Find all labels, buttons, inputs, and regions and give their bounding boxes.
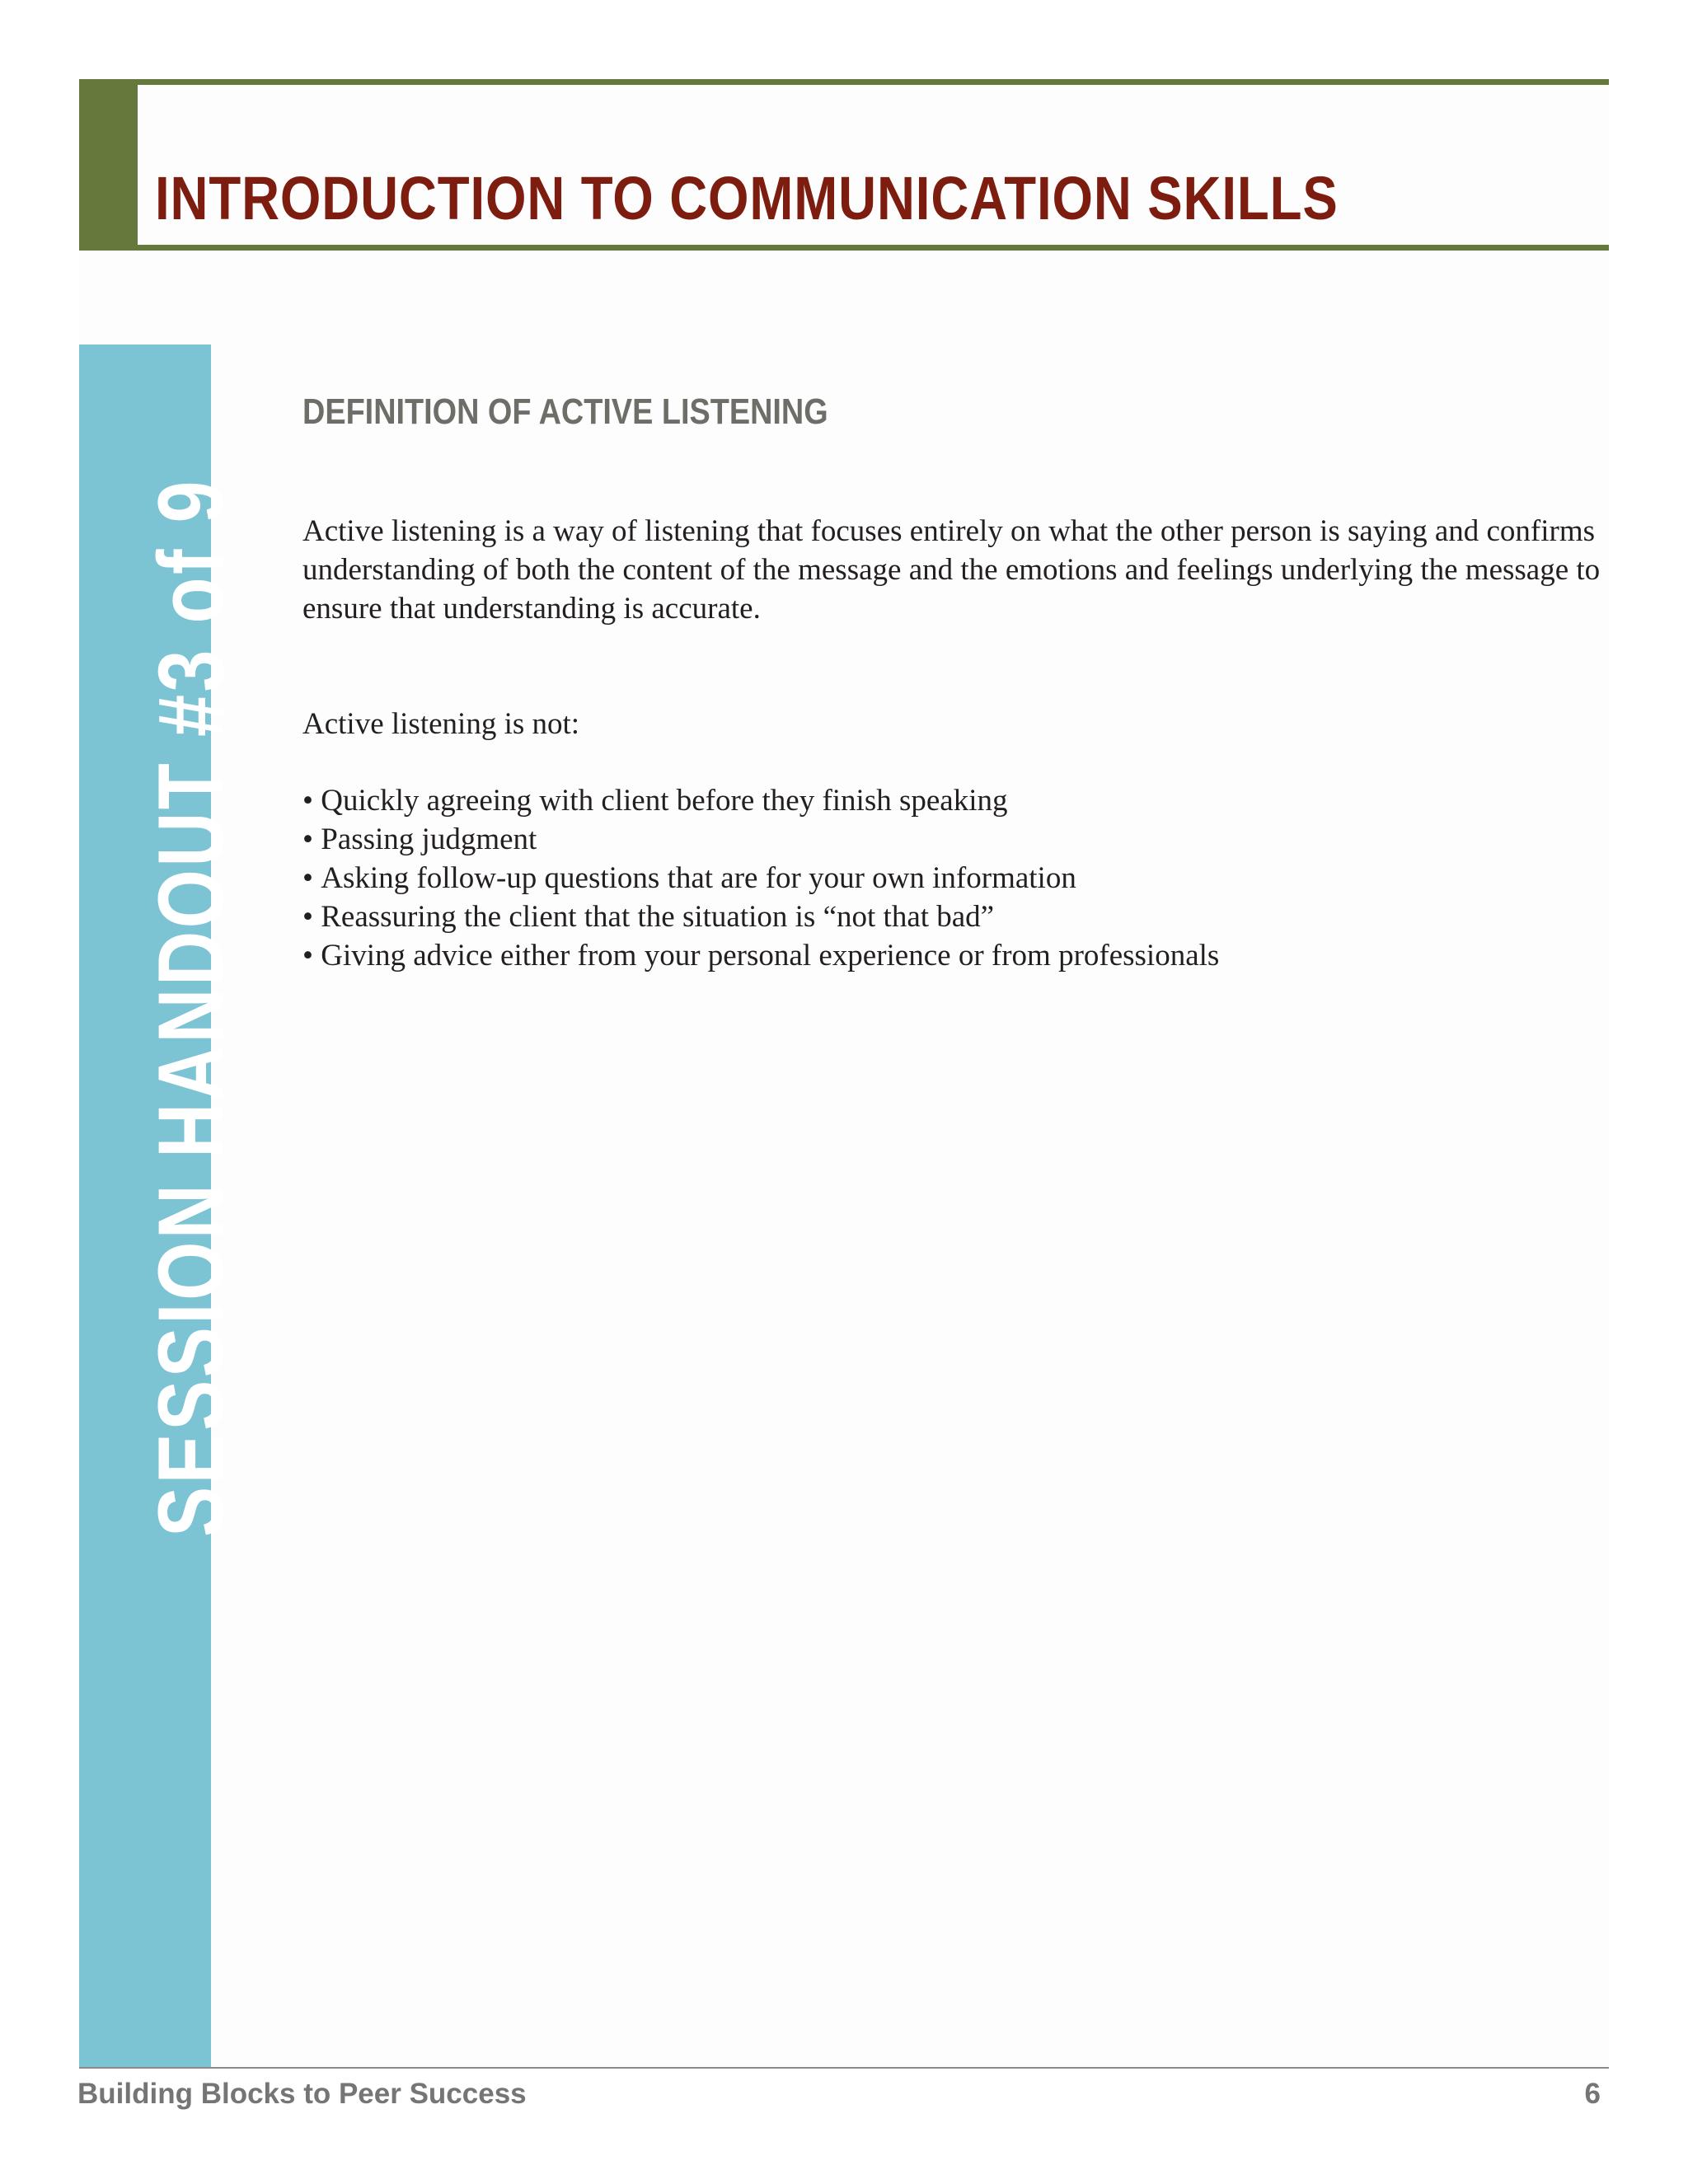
not-list <box>302 781 1219 975</box>
section-heading: DEFINITION OF ACTIVE LISTENING <box>302 391 828 432</box>
list-item: • Reassuring the client that the situation is “not that bad” <box>302 898 1219 936</box>
list-item: • Asking follow-up questions that are for your own information <box>302 859 1219 898</box>
page-title: INTRODUCTION TO COMMUNICATION SKILLS <box>155 164 1339 232</box>
definition-paragraph: Active listening is a way of listening that focuses entirely on what the other person is saying and confirms understanding of both the content of the message and the emotions and feelings underlying the message to ensure that understanding is accurate. <box>302 514 1601 626</box>
list-item: • Giving advice either from your personal experience or from professionals <box>302 936 1219 975</box>
header-accent-block <box>79 79 138 251</box>
list-item: • Quickly agreeing with client before they finish speaking <box>302 781 1219 820</box>
footer-rule <box>79 2067 1609 2069</box>
not-list-intro: Active listening is not: <box>302 707 580 741</box>
header-top-rule <box>138 79 1609 85</box>
header-bottom-rule <box>138 245 1609 251</box>
list-item: • Passing judgment <box>302 820 1219 859</box>
session-handout-label: SESSION HANDOUT #3 of 9 <box>139 478 242 1538</box>
footer-title: Building Blocks to Peer Success <box>77 2078 527 2110</box>
page-number: 6 <box>1584 2078 1601 2110</box>
page-panel <box>79 81 1609 2070</box>
